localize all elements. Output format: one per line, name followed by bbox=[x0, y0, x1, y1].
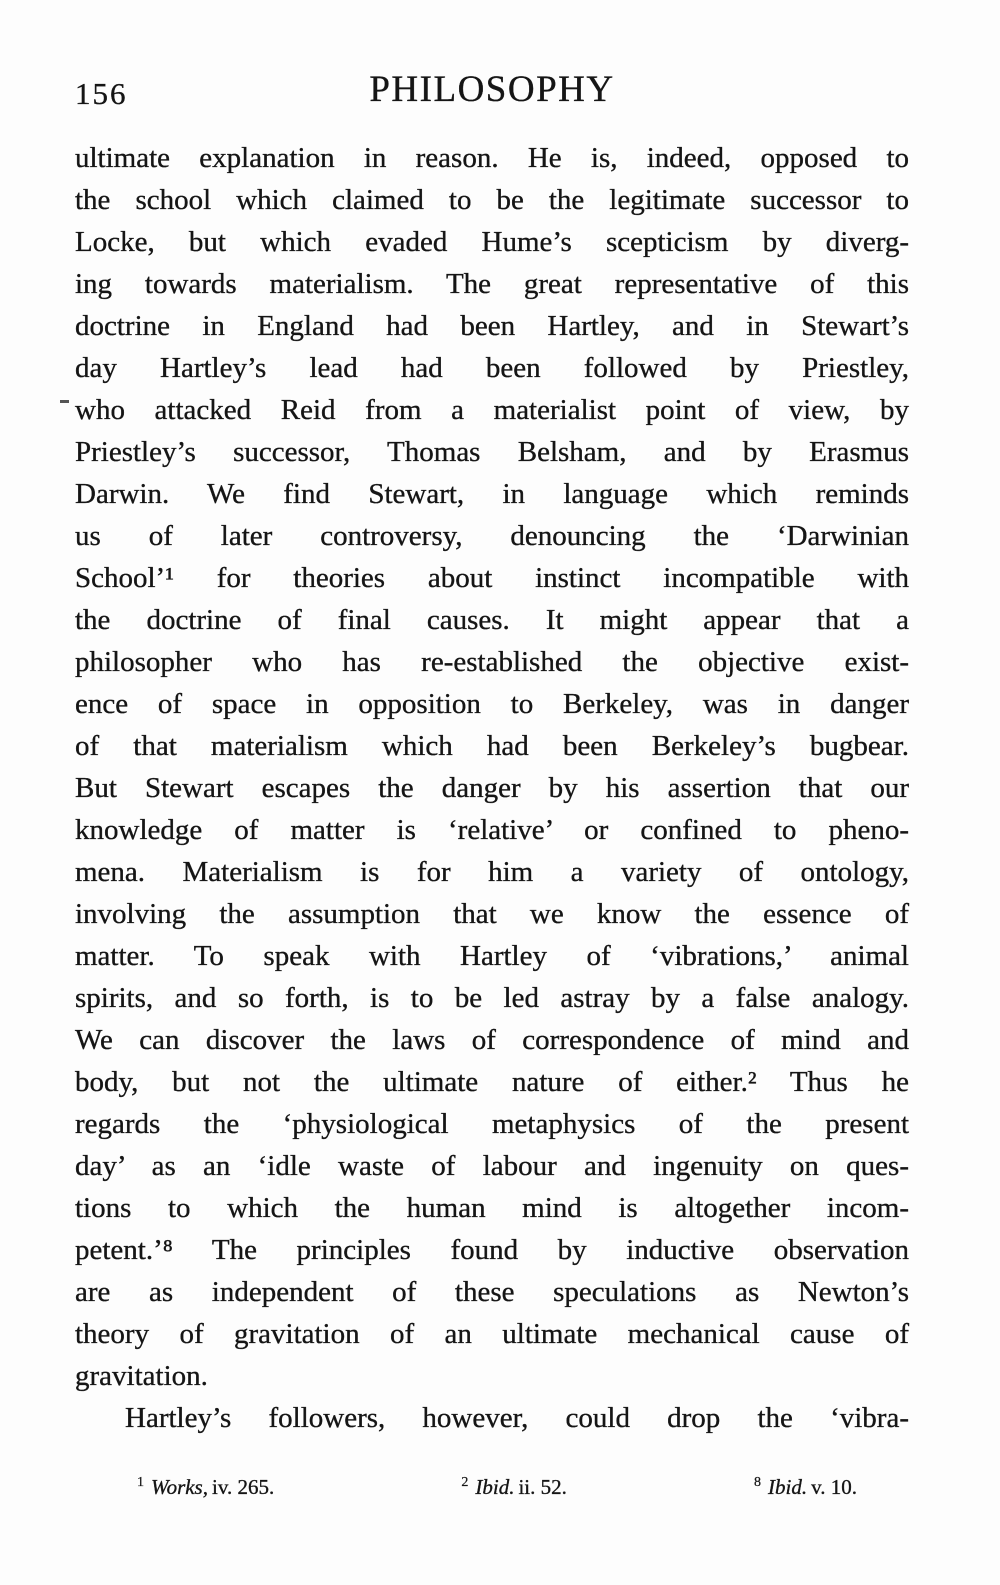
footnotes bbox=[75, 1468, 909, 1502]
text-line: Hartley’s followers, however, could drop the ‘vibra- bbox=[125, 1402, 909, 1434]
footnote-source: Ibid. bbox=[768, 1475, 808, 1499]
text-line: spirits, and so forth, is to be led astray by a false analogy. bbox=[75, 982, 909, 1014]
text-line: day’ as an ‘idle waste of labour and ingenuity on ques- bbox=[75, 1150, 909, 1182]
text-line: the doctrine of final causes. It might appear that a bbox=[75, 604, 909, 636]
text-line: matter. To speak with Hartley of ‘vibrations,’ animal bbox=[75, 940, 909, 972]
text-line: But Stewart escapes the danger by his assertion that our bbox=[75, 772, 909, 804]
text-line: the school which claimed to be the legitimate successor to bbox=[75, 184, 909, 216]
text-line: gravitation. bbox=[75, 1360, 208, 1392]
footnote-marker: 2 bbox=[461, 1475, 469, 1490]
text-line: of that materialism which had been Berkeley’s bugbear. bbox=[75, 730, 909, 762]
text-line: Locke, but which evaded Hume’s scepticism by diverg- bbox=[75, 226, 909, 258]
text-line: petent.’⁸ The principles found by inductive observation bbox=[75, 1234, 909, 1266]
footnote bbox=[754, 1468, 857, 1502]
text-line: tions to which the human mind is altogether incom- bbox=[75, 1192, 909, 1224]
page-number: 156 bbox=[75, 76, 128, 111]
text-line: We can discover the laws of correspondence of mind and bbox=[75, 1024, 909, 1056]
text-line: involving the assumption that we know the essence of bbox=[75, 898, 909, 930]
text-line: philosopher who has re-established the objective exist- bbox=[75, 646, 909, 678]
footnote bbox=[137, 1468, 274, 1502]
text-line: regards the ‘physiological metaphysics of the present bbox=[75, 1108, 909, 1140]
text-line: theory of gravitation of an ultimate mechanical cause of bbox=[75, 1318, 909, 1350]
footnote-ref: v. 10. bbox=[811, 1475, 857, 1499]
text-line: doctrine in England had been Hartley, and in Stewart’s bbox=[75, 310, 909, 342]
text-line: body, but not the ultimate nature of either.² Thus he bbox=[75, 1066, 909, 1098]
footnote-ref: ii. 52. bbox=[518, 1475, 567, 1499]
text-line: day Hartley’s lead had been followed by Priestley, bbox=[75, 352, 909, 384]
text-line: School’¹ for theories about instinct incompatible with bbox=[75, 562, 909, 594]
text-line: ence of space in opposition to Berkeley, was in danger bbox=[75, 688, 909, 720]
page-header bbox=[75, 68, 909, 112]
text-line: who attacked Reid from a materialist point of view, by bbox=[75, 394, 909, 426]
text-line: ing towards materialism. The great representative of this bbox=[75, 268, 909, 300]
text-line: mena. Materialism is for him a variety of ontology, bbox=[75, 856, 909, 888]
footnote-marker: 8 bbox=[754, 1475, 762, 1490]
text-line: are as independent of these speculations as Newton’s bbox=[75, 1276, 909, 1308]
footnote-source: Ibid. bbox=[475, 1475, 515, 1499]
footnote bbox=[461, 1468, 567, 1502]
text-line: knowledge of matter is ‘relative’ or confined to pheno- bbox=[75, 814, 909, 846]
body-text bbox=[75, 137, 909, 1439]
text-line: ultimate explanation in reason. He is, indeed, opposed to bbox=[75, 142, 909, 174]
scan-artifact bbox=[60, 400, 69, 403]
text-line: us of later controversy, denouncing the ‘Darwinian bbox=[75, 520, 909, 552]
footnote-marker: 1 bbox=[137, 1475, 144, 1490]
text-line: Priestley’s successor, Thomas Belsham, and by Erasmus bbox=[75, 436, 909, 468]
running-title: PHILOSOPHY bbox=[369, 69, 615, 110]
footnote-source: Works, bbox=[151, 1475, 208, 1499]
text-line: Darwin. We find Stewart, in language which reminds bbox=[75, 478, 909, 510]
footnote-ref: iv. 265. bbox=[211, 1475, 275, 1499]
